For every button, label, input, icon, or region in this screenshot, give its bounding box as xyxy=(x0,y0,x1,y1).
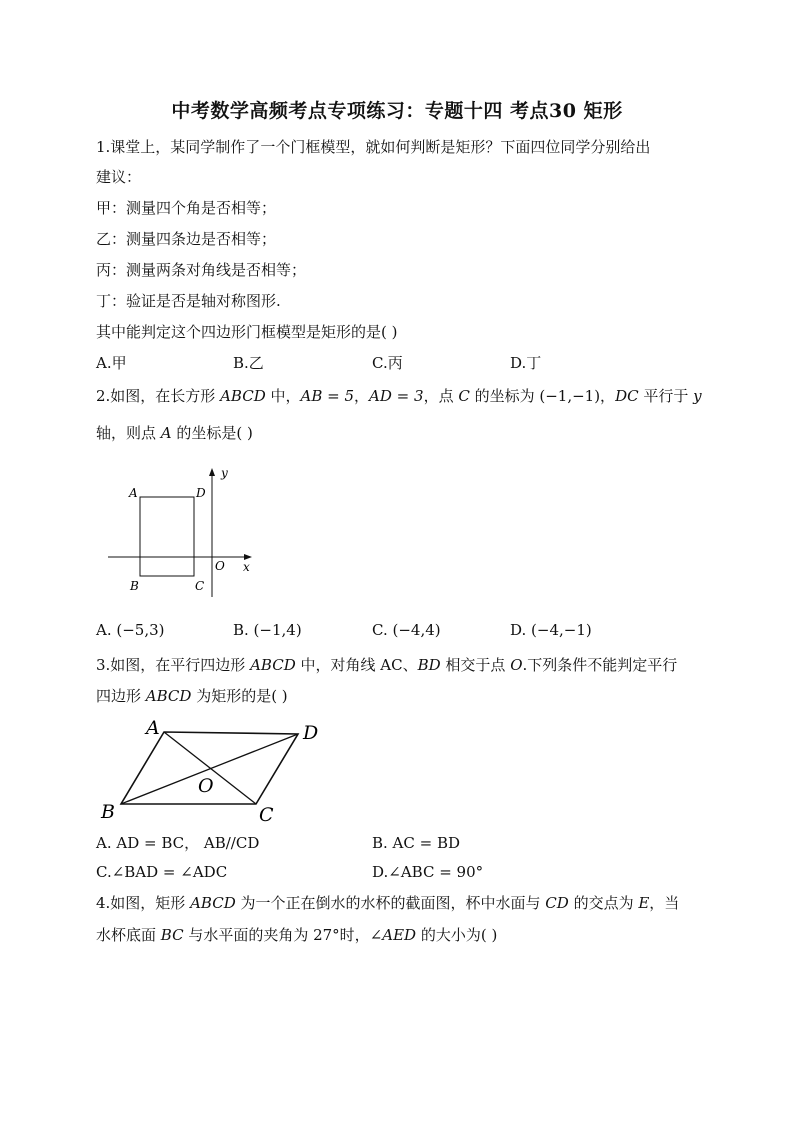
q3-option-d: D.∠ABC = 90° xyxy=(372,863,484,881)
q1-suggestion-ding: 丁：验证是否是轴对称图形. xyxy=(96,292,281,310)
q3-figure xyxy=(96,712,336,827)
q3-label-d: D xyxy=(303,722,319,744)
q3-option-a: A. AD = BC， AB//CD xyxy=(96,834,260,852)
q3-label-b: B xyxy=(101,801,115,823)
q2-rectangle xyxy=(140,497,194,576)
q1-option-a: A.甲 xyxy=(96,354,127,372)
q1-stem-line2: 建议： xyxy=(96,168,142,186)
q3-option-b: B. AC = BD xyxy=(372,834,461,852)
q3-label-o: O xyxy=(198,775,214,797)
q1-option-b: B.乙 xyxy=(233,354,264,372)
q2-option-b: B. (−1,4) xyxy=(233,621,302,639)
q2-label-c: C xyxy=(195,579,205,593)
q1-option-c: C.丙 xyxy=(372,354,403,372)
q2-label-x: x xyxy=(243,560,250,574)
q1-suggestion-yi: 乙：测量四条边是否相等； xyxy=(96,230,277,248)
q2-figure xyxy=(100,462,270,602)
q4-stem-line1: 4.如图，矩形 ABCD 为一个正在倒水的水杯的截面图，杯中水面与 CD 的交点为 E，当 xyxy=(96,894,680,912)
q2-label-d: D xyxy=(196,486,206,500)
q1-suggestion-bing: 丙：测量两条对角线是否相等； xyxy=(96,261,307,279)
q1-question: 其中能判定这个四边形门框模型是矩形的是( ) xyxy=(96,323,398,341)
q2-y-arrow xyxy=(209,468,215,476)
q1-option-d: D.丁 xyxy=(510,354,542,372)
q2-option-a: A. (−5,3) xyxy=(96,621,165,639)
q2-label-y: y xyxy=(221,466,228,480)
q1-suggestion-jia: 甲：测量四个角是否相等； xyxy=(96,199,277,217)
q3-label-c: C xyxy=(259,804,274,826)
q2-option-c: C. (−4,4) xyxy=(372,621,441,639)
q2-label-o: O xyxy=(215,559,225,573)
q2-stem-line2: 轴，则点 A 的坐标是( ) xyxy=(96,424,253,442)
q1-stem-line1: 1.课堂上，某同学制作了一个门框模型，就如何判断是矩形？下面四位同学分别给出 xyxy=(96,138,651,156)
q3-option-c: C.∠BAD = ∠ADC xyxy=(96,863,228,881)
q4-stem-line2: 水杯底面 BC 与水平面的夹角为 27°时，∠AED 的大小为( ) xyxy=(96,926,498,944)
q3-stem-line1: 3.如图，在平行四边形 ABCD 中，对角线 AC、BD 相交于点 O.下列条件不能判定平行 xyxy=(96,656,678,674)
q2-label-a: A xyxy=(129,486,138,500)
page-title: 中考数学高频考点专项练习：专题十四 考点30 矩形 xyxy=(171,100,623,122)
q2-stem-line1: 2.如图，在长方形 ABCD 中，AB = 5，AD = 3，点 C 的坐标为 (−1,−1)，DC 平行于 y xyxy=(96,387,702,405)
q3-label-a: A xyxy=(146,717,160,739)
q2-option-d: D. (−4,−1) xyxy=(510,621,592,639)
q2-label-b: B xyxy=(130,579,139,593)
q3-stem-line2: 四边形 ABCD 为矩形的是( ) xyxy=(96,687,288,705)
